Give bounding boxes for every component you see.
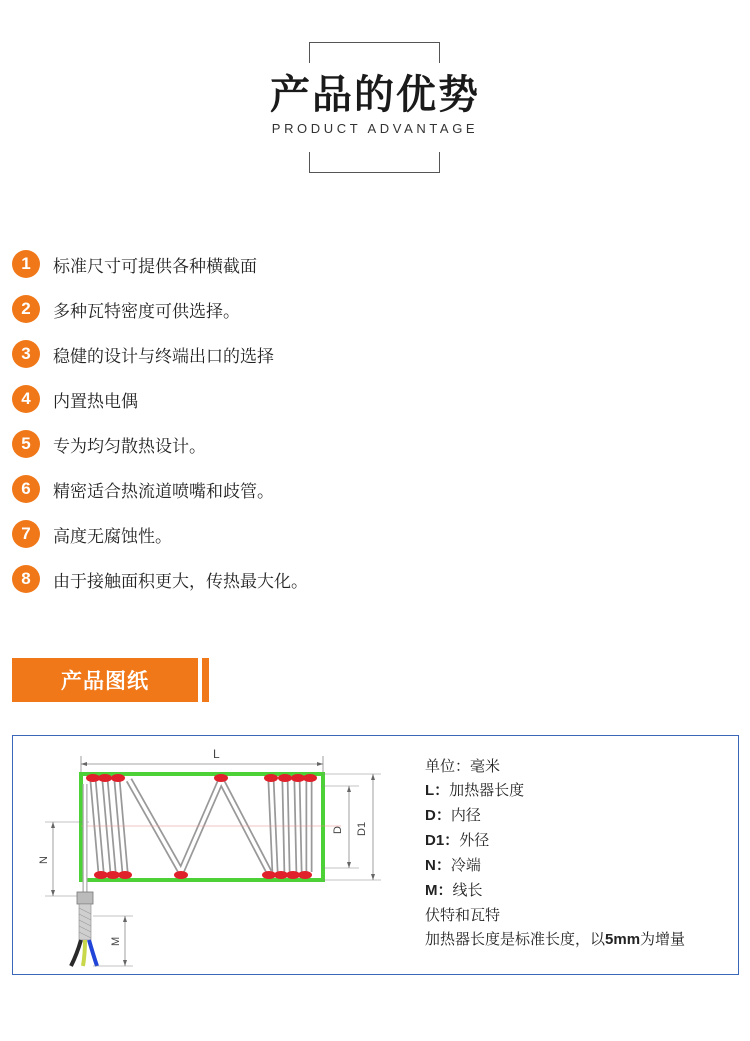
legend-voltage-watt: 伏特和瓦特 bbox=[425, 906, 501, 924]
feature-item bbox=[12, 430, 206, 458]
legend-N bbox=[425, 853, 735, 878]
wire-blue bbox=[89, 940, 97, 966]
legend-M bbox=[425, 878, 735, 903]
feature-number-badge: 5 bbox=[12, 430, 40, 458]
legend-key: N： bbox=[425, 857, 451, 874]
legend-key: L： bbox=[425, 782, 450, 799]
title-frame-bottom bbox=[309, 152, 440, 173]
legend-unit: 单位：毫米 bbox=[425, 757, 501, 775]
page-title: 产品的优势 bbox=[270, 72, 480, 118]
lead-fitting bbox=[77, 892, 93, 904]
legend-D bbox=[425, 803, 735, 828]
feature-text: 标准尺寸可提供各种横截面 bbox=[53, 256, 257, 277]
legend-value: 冷端 bbox=[450, 856, 481, 874]
braided-cable bbox=[79, 904, 91, 940]
feature-number-badge: 7 bbox=[12, 520, 40, 548]
feature-number-badge: 3 bbox=[12, 340, 40, 368]
feature-item bbox=[12, 520, 172, 548]
coil-heater-diagram bbox=[38, 744, 401, 970]
feature-item bbox=[12, 250, 257, 278]
feature-text: 精密适合热流道喷嘴和歧管。 bbox=[53, 481, 274, 502]
label-N: N bbox=[38, 856, 50, 864]
label-L: L bbox=[213, 747, 220, 761]
legend-value: 加热器长度 bbox=[449, 781, 525, 799]
feature-number-badge: 4 bbox=[12, 385, 40, 413]
legend-value: 内径 bbox=[450, 806, 481, 824]
spec-legend bbox=[425, 754, 735, 952]
feature-text: 内置热电偶 bbox=[53, 391, 138, 412]
drawing-panel bbox=[12, 735, 739, 975]
feature-text: 由于接触面积更大，传热最大化。 bbox=[53, 571, 308, 592]
feature-item bbox=[12, 295, 240, 323]
feature-text: 稳健的设计与终端出口的选择 bbox=[53, 346, 274, 367]
legend-value: 外径 bbox=[459, 831, 490, 849]
feature-number-badge: 6 bbox=[12, 475, 40, 503]
label-D: D bbox=[332, 826, 344, 834]
dim-arrow bbox=[81, 762, 87, 766]
legend-L bbox=[425, 778, 735, 803]
legend-D1 bbox=[425, 828, 735, 853]
section-title-drawing: 产品图纸 bbox=[12, 658, 198, 702]
title-frame-top bbox=[309, 42, 440, 63]
feature-item bbox=[12, 475, 274, 503]
label-D1: D1 bbox=[356, 821, 368, 836]
feature-number-badge: 1 bbox=[12, 250, 40, 278]
wire-yellow bbox=[83, 940, 85, 966]
feature-item bbox=[12, 565, 308, 593]
legend-key: M： bbox=[425, 882, 453, 899]
note-suffix: 为增量 bbox=[640, 930, 686, 948]
note-prefix: 加热器长度是标准长度，以 bbox=[425, 930, 606, 948]
legend-key: D： bbox=[425, 807, 451, 824]
section-accent-bar bbox=[202, 658, 209, 702]
note-value: 5mm bbox=[605, 931, 641, 948]
legend-key: D1： bbox=[425, 832, 460, 849]
wire-black bbox=[71, 940, 81, 966]
feature-text: 高度无腐蚀性。 bbox=[53, 526, 172, 547]
feature-item bbox=[12, 385, 138, 413]
legend-length-note bbox=[425, 927, 735, 952]
dim-arrow bbox=[317, 762, 323, 766]
label-M: M bbox=[110, 936, 122, 946]
feature-item bbox=[12, 340, 274, 368]
feature-number-badge: 2 bbox=[12, 295, 40, 323]
feature-text: 专为均匀散热设计。 bbox=[53, 436, 206, 457]
legend-value: 线长 bbox=[452, 881, 483, 899]
page-subtitle: PRODUCT ADVANTAGE bbox=[271, 121, 479, 136]
feature-number-badge: 8 bbox=[12, 565, 40, 593]
feature-text: 多种瓦特密度可供选择。 bbox=[53, 301, 240, 322]
